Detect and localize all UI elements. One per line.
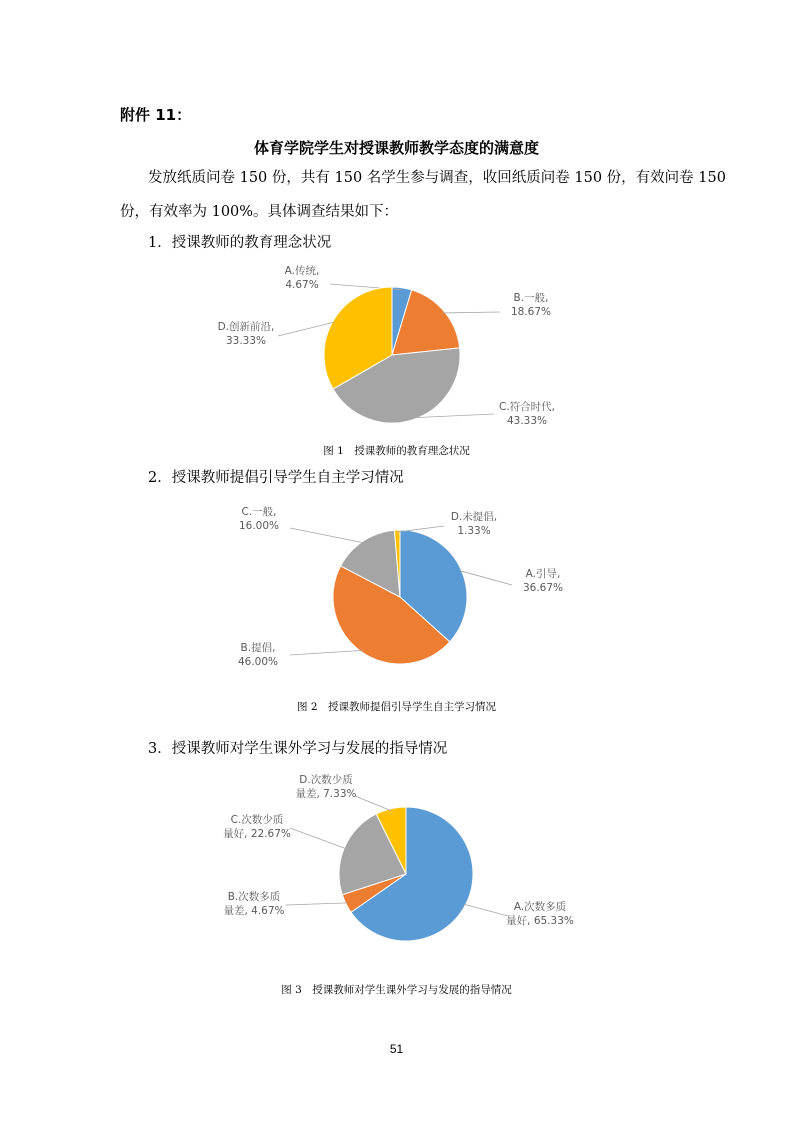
figure-caption-1: 图 1 授课教师的教育理念状况 [323, 445, 470, 457]
pie3-data-label-4-line-2: 量差, 7.33% [295, 788, 357, 800]
pie1-data-label-4-line-2: 33.33% [225, 335, 267, 347]
pie1-data-label-4-line-1: D.创新前沿, [217, 321, 275, 333]
pie3-data-label-3-line-2: 量好, 22.67% [223, 828, 291, 840]
pie1-data-label-3-line-1: C.符合时代, [498, 401, 556, 413]
pie2-data-label-1-line-1: A.引导, [525, 568, 561, 580]
pie3-data-label-4-line-1: D.次数少质 [299, 774, 353, 786]
pie2-data-label-4-line-2: 1.33% [457, 525, 491, 537]
section-heading-2: 2．授课教师提倡引导学生自主学习情况 [148, 470, 404, 486]
pie1-data-label-2-line-2: 18.67% [510, 306, 552, 318]
pie3-data-label-2-line-2: 量差, 4.67% [223, 905, 285, 917]
pie3-leader-line-3 [290, 828, 346, 849]
pie1-data-label-2-line-1: B.一般, [513, 292, 549, 304]
page-number: 51 [389, 1042, 404, 1056]
pie2-data-label-2-line-1: B.提倡, [240, 642, 276, 654]
attachment-label: 附件 11： [120, 106, 192, 124]
pie3-leader-line-2 [286, 903, 348, 905]
pie3-data-label-1-line-1: A.次数多质 [513, 901, 567, 913]
pie1-data-label-1-line-1: A.传统, [284, 265, 320, 277]
pie3-data-label-2-line-1: B.次数多质 [227, 891, 281, 903]
section-heading-3: 3．授课教师对学生课外学习与发展的指导情况 [148, 741, 448, 757]
pie2-data-label-1-line-2: 36.67% [522, 582, 564, 594]
pie1-data-label-1-line-2: 4.67% [285, 279, 319, 291]
section-heading-1: 1．授课教师的教育理念状况 [148, 235, 332, 251]
figure-caption-2: 图 2 授课教师提倡引导学生自主学习情况 [296, 701, 497, 713]
pie3-data-label-3-line-1: C.次数少质 [230, 814, 284, 826]
pie1-data-label-3-line-2: 43.33% [506, 415, 548, 427]
pie3-data-label-1-line-2: 量好, 65.33% [506, 915, 574, 927]
intro-paragraph-line-1: 发放纸质问卷 150 份，共有 150 名学生参与调查，收回纸质问卷 150 份，有效问卷 150 [148, 170, 726, 186]
pie2-data-label-2-line-2: 46.00% [237, 656, 279, 668]
figure-caption-3: 图 3 授课教师对学生课外学习与发展的指导情况 [281, 984, 512, 996]
pie3-leader-line-4 [355, 796, 391, 811]
pie2-data-label-3-line-1: C.一般, [241, 506, 277, 518]
pie2-data-label-3-line-2: 16.00% [238, 520, 280, 532]
document-title: 体育学院学生对授课教师教学态度的满意度 [253, 139, 539, 157]
pie3-leader-line-1 [464, 904, 508, 916]
pie2-data-label-4-line-1: D.未提倡, [450, 511, 498, 523]
intro-paragraph-line-2: 份，有效率为 100%。具体调查结果如下： [120, 204, 399, 220]
